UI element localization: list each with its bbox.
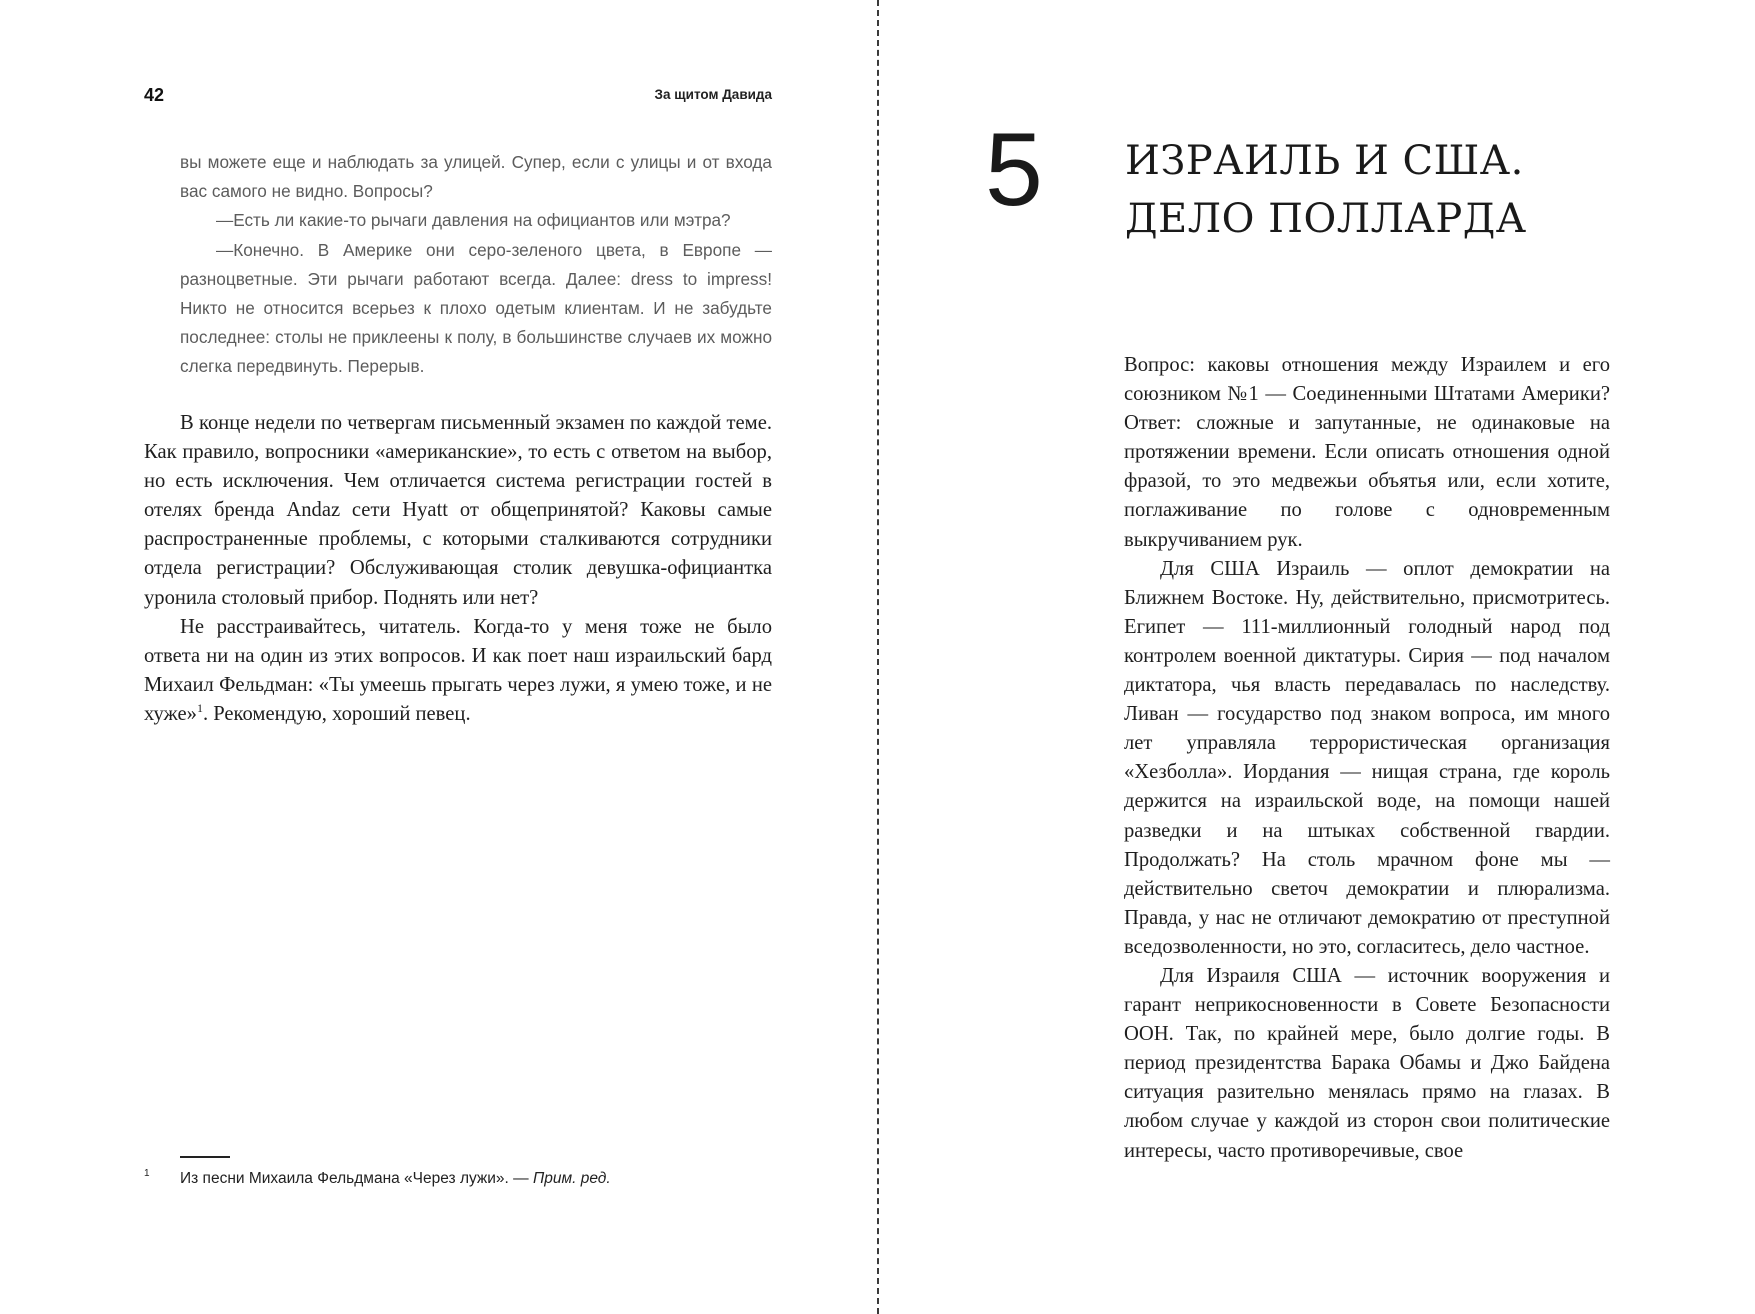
body-paragraph: В конце недели по четвергам письменный экзамен по каждой теме. Как правило, вопросники «американские», то есть с ответом на выбор, но есть исключения. Чем отличается система регистрации гостей в отелях бренда Andaz сети Hyatt от общепринятой? Каковы самые распространенные проблемы, с которыми сталкиваются сотрудники отдела регистрации? Обслуживающая столик девушка-официантка уронила столовый прибор. Поднять или нет?	[144, 412, 772, 609]
body-paragraph-text: Не расстраивайтесь, читатель. Когда-то у меня тоже не было ответа ни на один из этих вопросов. И как поет наш израильский бард Михаил Фельдман: «Ты умеешь прыгать через лужи, я умею тоже, и не хуже»	[144, 615, 772, 725]
chapter-title-line: ДЕЛО ПОЛЛАРДА	[1125, 196, 1527, 242]
page-number: 42	[144, 85, 165, 105]
quote-paragraph: —Есть ли какие-то рычаги давления на официантов или мэтра?	[216, 210, 731, 231]
chapter-title	[1125, 132, 1645, 248]
chapter-paragraph: Для США Израиль — оплот демократии на Ближнем Востоке. Ну, действительно, присмотритесь. Египет — 111-миллионный голодный народ под контролем военной диктатуры. Сирия — под началом диктатора, чья власть передавалась по наследству. Ливан — государство под знаком вопроса, им много лет управляла террористическая организация «Хезболла». Иордания — нищая страна, где король держится на израильской воде, на помощи нашей разведки и на штыках собственной гвардии. Продолжать? На столь мрачном фоне мы — действительно светоч демократии и плюрализма. Правда, у нас не отличают демократию от преступной вседозволенности, но это, согласитесь, дело частное.	[1124, 557, 1610, 958]
quote-paragraph: вы можете еще и наблюдать за улицей. Супер, если с улицы и от входа вас самого не видно. Вопросы?	[180, 152, 772, 202]
page-gutter-divider	[877, 0, 879, 1314]
footnote-body: Из песни Михаила Фельдмана «Через лужи». —	[180, 1170, 533, 1187]
chapter-title-line: ИЗРАИЛЬ И США.	[1125, 138, 1524, 184]
body-text	[144, 409, 772, 729]
footnote-text	[180, 1170, 611, 1188]
chapter-body-text	[1124, 351, 1610, 1166]
footnote-reference[interactable]: 1	[196, 701, 203, 716]
left-page	[0, 0, 877, 1314]
running-title: За щитом Давида	[654, 87, 772, 102]
quote-block	[180, 148, 772, 382]
footnote-editor-note: Прим. ред.	[532, 1170, 611, 1187]
body-paragraph	[144, 613, 772, 729]
quote-paragraph: —Конечно. В Америке они серо-зеленого цвета, в Европе — разноцветные. Эти рычаги работают всегда. Далее: dress to impress! Никто не относится всерьез к плохо одетым клиентам. И не забудьте последнее: столы не приклеены к полу, в большинстве случаев их можно слегка передвинуть. Перерыв.	[180, 239, 772, 377]
body-paragraph-tail: . Рекомендую, хороший певец.	[202, 702, 471, 725]
footnote-marker: 1	[144, 1168, 150, 1179]
chapter-number: 5	[985, 112, 1043, 228]
chapter-paragraph: Для Израиля США — источник вооружения и гарант неприкосновенности в Совете Безопасности ООН. Так, по крайней мере, было долгие годы. В период президентства Барака Обамы и Джо Байдена ситуация разительно менялась прямо на глазах. В любом случае у каждой из сторон свои политические интересы, часто противоречивые, свое	[1124, 964, 1610, 1162]
footnote-divider	[180, 1156, 230, 1158]
chapter-paragraph: Вопрос: каковы отношения между Израилем и его союзником №1 — Соединенными Штатами Америки? Ответ: сложные и запутанные, не одинаковые на протяжении времени. Если описать отношения одной фразой, то это медвежьи объятья или, если хотите, поглаживание по голове с одновременным выкручиванием рук.	[1124, 354, 1610, 551]
running-head	[144, 85, 772, 109]
